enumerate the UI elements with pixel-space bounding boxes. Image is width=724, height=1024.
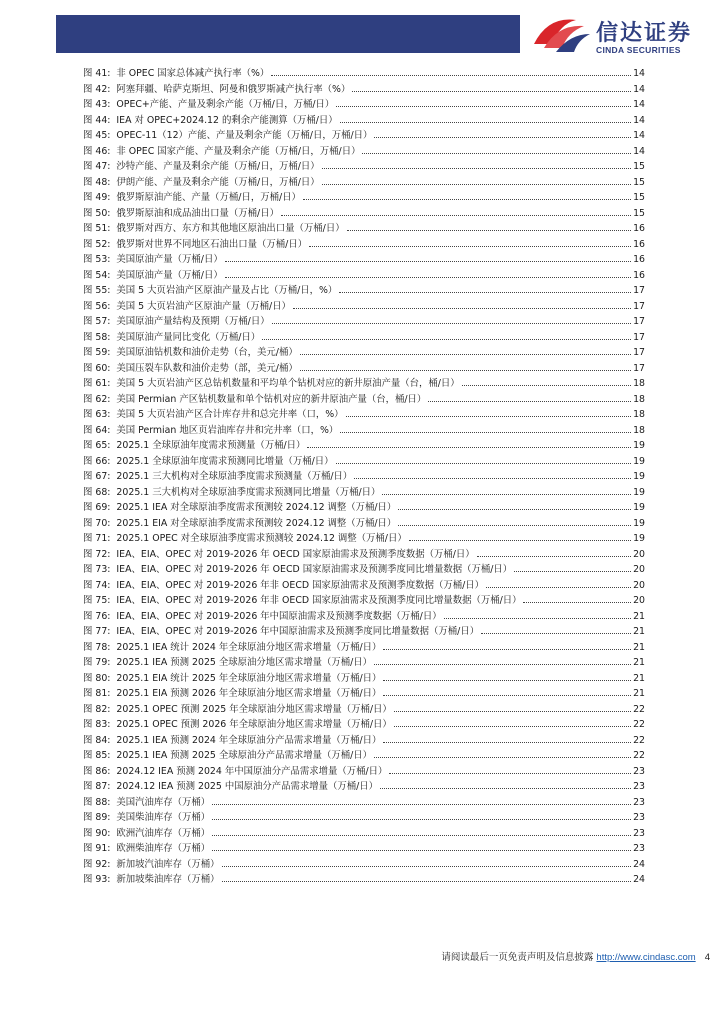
brand-name-en: CINDA SECURITIES [596, 45, 681, 55]
toc-page-number: 22 [633, 703, 645, 715]
toc-dot-leader [382, 494, 631, 495]
toc-figure-title: 美国柴油库存（万桶） [116, 812, 211, 823]
toc-figure-title: IEA、EIA、OPEC 对 2019-2026 年非 OECD 国家原油需求及预测季度同比增量数据（万桶/日） [116, 595, 522, 606]
toc-dot-leader [374, 664, 631, 665]
toc-row[interactable] [83, 82, 645, 98]
toc-figure-number: 图 53: [83, 254, 111, 265]
toc-dot-leader [409, 540, 631, 541]
toc-figure-number: 图 52: [83, 238, 111, 250]
toc-page-number: 20 [633, 548, 645, 560]
toc-dot-leader [374, 137, 631, 138]
toc-dot-leader [212, 835, 631, 836]
toc-figure-title: 美国 Permian 产区钻机数量和单个钻机对应的新井原油产量（台，桶/日） [116, 393, 427, 405]
toc-figure-title: 2025.1 EIA 预测 2026 年全球原油分地区需求增量（万桶/日） [116, 688, 382, 699]
toc-page-number: 21 [633, 657, 645, 668]
toc-dot-leader [212, 819, 631, 820]
toc-page-number: 22 [633, 734, 645, 746]
toc-figure-number: 图 43: [83, 99, 111, 110]
toc-page-number: 24 [633, 858, 645, 870]
toc-row[interactable] [83, 144, 645, 160]
toc-figure-number: 图 60: [83, 362, 111, 374]
toc-dot-leader [212, 804, 631, 805]
toc-row[interactable] [83, 516, 645, 532]
toc-dot-leader [398, 509, 631, 510]
footer-disclaimer: 请阅读最后一页免责声明及信息披露 [441, 952, 594, 963]
toc-dot-leader [523, 602, 631, 603]
toc-figure-title: IEA、EIA、OPEC 对 2019-2026 年 OECD 国家原油需求及预测季度数据（万桶/日） [116, 548, 475, 560]
toc-dot-leader [307, 447, 631, 448]
toc-page-number: 23 [633, 796, 645, 808]
toc-dot-leader [322, 168, 631, 169]
toc-figure-title: 美国 5 大页岩油产区总钻机数量和平均单个钻机对应的新井原油产量（台，桶/日） [116, 378, 460, 389]
toc-figure-number: 图 91: [83, 843, 111, 854]
toc-figure-title: 阿塞拜疆、哈萨克斯坦、阿曼和俄罗斯减产执行率（%） [116, 83, 351, 95]
toc-dot-leader [336, 463, 632, 464]
toc-page-number: 17 [633, 331, 645, 343]
toc-page-number: 19 [633, 471, 645, 482]
toc-row[interactable] [83, 857, 645, 873]
toc-figure-number: 图 82: [83, 703, 111, 715]
toc-figure-number: 图 44: [83, 114, 111, 126]
toc-dot-leader [383, 649, 631, 650]
toc-figure-title: 新加坡柴油库存（万桶） [116, 874, 220, 885]
toc-figure-title: 美国原油产量（万桶/日） [116, 269, 223, 281]
toc-row[interactable] [83, 717, 645, 733]
toc-figure-title: 2025.1 全球原油年度需求预测同比增量（万桶/日） [116, 455, 334, 467]
toc-figure-title: 2025.1 IEA 预测 2025 全球原油分产品需求增量（万桶/日） [116, 750, 373, 761]
toc-row[interactable] [83, 702, 645, 718]
toc-row[interactable] [83, 671, 645, 687]
toc-row[interactable] [83, 748, 645, 764]
toc-figure-number: 图 41: [83, 68, 111, 79]
toc-dot-leader [340, 432, 631, 433]
toc-row[interactable] [83, 500, 645, 516]
toc-figure-number: 图 66: [83, 455, 111, 467]
toc-row[interactable] [83, 237, 645, 253]
toc-page-number: 23 [633, 781, 645, 792]
toc-page-number: 14 [633, 114, 645, 126]
toc-figure-title: 2025.1 全球原油年度需求预测量（万桶/日） [116, 440, 306, 451]
toc-dot-leader [389, 773, 631, 774]
toc-figure-number: 图 85: [83, 750, 111, 761]
toc-page-number: 14 [633, 99, 645, 110]
toc-dot-leader [322, 184, 631, 185]
toc-figure-number: 图 62: [83, 393, 111, 405]
toc-figure-number: 图 71: [83, 533, 111, 544]
cinda-logo-icon [530, 14, 592, 58]
toc-row[interactable] [83, 113, 645, 129]
toc-page-number: 14 [633, 83, 645, 95]
toc-figure-title: 俄罗斯对西方、东方和其他地区原油出口量（万桶/日） [116, 223, 345, 234]
toc-figure-number: 图 73: [83, 564, 111, 575]
toc-figure-number: 图 93: [83, 874, 111, 885]
toc-row[interactable] [83, 407, 645, 423]
toc-figure-number: 图 90: [83, 827, 111, 839]
footer-url-link[interactable]: http://www.cindasc.com [596, 952, 696, 963]
toc-dot-leader [340, 122, 631, 123]
toc-row[interactable] [83, 733, 645, 749]
toc-page-number: 15 [633, 192, 645, 203]
toc-dot-leader [339, 292, 631, 293]
toc-page-number: 20 [633, 564, 645, 575]
brand-name-cn: 信达证券 [596, 21, 693, 46]
toc-row[interactable] [83, 268, 645, 284]
toc-dot-leader [380, 788, 631, 789]
toc-row[interactable] [83, 221, 645, 237]
toc-row[interactable] [83, 593, 645, 609]
toc-page-number: 21 [633, 626, 645, 637]
toc-row[interactable] [83, 485, 645, 501]
toc-dot-leader [428, 401, 631, 402]
toc-figure-number: 图 88: [83, 796, 111, 808]
toc-page-number: 23 [633, 827, 645, 839]
toc-figure-title: 美国 5 大页岩油产区原油产量（万桶/日） [116, 300, 291, 312]
toc-page-number: 21 [633, 672, 645, 684]
toc-figure-title: 2025.1 IEA 预测 2024 年全球原油分产品需求增量（万桶/日） [116, 734, 382, 746]
toc-row[interactable] [83, 423, 645, 439]
toc-page-number: 24 [633, 874, 645, 885]
toc-figure-number: 图 55: [83, 285, 111, 296]
toc-page-number: 17 [633, 347, 645, 358]
toc-figure-number: 图 50: [83, 207, 111, 219]
toc-figure-title: OPEC-11（12）产能、产量及剩余产能（万桶/日，万桶/日） [116, 130, 373, 141]
toc-figure-title: 2025.1 IEA 统计 2024 年全球原油分地区需求增量（万桶/日） [116, 641, 382, 653]
toc-figure-number: 图 47: [83, 161, 111, 172]
toc-row[interactable] [83, 810, 645, 826]
toc-figure-title: 欧洲柴油库存（万桶） [116, 843, 211, 854]
toc-figure-number: 图 64: [83, 424, 111, 436]
toc-page-number: 16 [633, 269, 645, 281]
toc-dot-leader [398, 525, 631, 526]
toc-row[interactable] [83, 206, 645, 222]
toc-row[interactable] [83, 562, 645, 578]
toc-dot-leader [444, 618, 631, 619]
toc-page-number: 17 [633, 300, 645, 312]
toc-figure-number: 图 46: [83, 145, 111, 157]
toc-figure-title: 美国 Permian 地区页岩油库存井和完井率（口，%） [116, 424, 339, 436]
toc-figure-number: 图 59: [83, 347, 111, 358]
toc-page-number: 20 [633, 579, 645, 591]
toc-row[interactable] [83, 779, 645, 795]
toc-page-number: 20 [633, 595, 645, 606]
toc-row[interactable] [83, 872, 645, 888]
toc-row[interactable] [83, 361, 645, 377]
toc-row[interactable] [83, 438, 645, 454]
toc-dot-leader [394, 726, 631, 727]
toc-page-number: 23 [633, 843, 645, 854]
toc-page-number: 19 [633, 486, 645, 498]
toc-figure-number: 图 76: [83, 610, 111, 622]
toc-row[interactable] [83, 376, 645, 392]
toc-figure-title: 2025.1 IEA 预测 2025 全球原油分地区需求增量（万桶/日） [116, 657, 373, 668]
figure-list [83, 66, 645, 888]
toc-row[interactable] [83, 345, 645, 361]
toc-dot-leader [272, 323, 631, 324]
toc-row[interactable] [83, 299, 645, 315]
toc-figure-title: 非 OPEC 国家总体减产执行率（%） [116, 68, 270, 79]
toc-page-number: 21 [633, 641, 645, 653]
toc-row[interactable] [83, 578, 645, 594]
toc-page-number: 23 [633, 765, 645, 777]
toc-figure-number: 图 77: [83, 626, 111, 637]
toc-page-number: 17 [633, 362, 645, 374]
toc-page-number: 19 [633, 440, 645, 451]
toc-dot-leader [383, 742, 631, 743]
toc-figure-number: 图 56: [83, 300, 111, 312]
toc-figure-title: 欧洲汽油库存（万桶） [116, 827, 211, 839]
toc-dot-leader [303, 199, 631, 200]
toc-dot-leader [281, 215, 631, 216]
toc-row[interactable] [83, 547, 645, 563]
toc-page-number: 18 [633, 424, 645, 436]
toc-figure-number: 图 63: [83, 409, 111, 420]
toc-figure-title: 美国 5 大页岩油产区原油产量及占比（万桶/日，%） [116, 285, 338, 296]
toc-page-number: 17 [633, 316, 645, 327]
toc-figure-title: IEA、EIA、OPEC 对 2019-2026 年中国原油需求及预测季度同比增量数据（万桶/日） [116, 626, 480, 637]
toc-row[interactable] [83, 841, 645, 857]
toc-row[interactable] [83, 392, 645, 408]
toc-figure-number: 图 45: [83, 130, 111, 141]
toc-figure-title: 俄罗斯对世界不同地区石油出口量（万桶/日） [116, 238, 308, 250]
toc-row[interactable] [83, 609, 645, 625]
toc-page-number: 14 [633, 130, 645, 141]
toc-dot-leader [212, 850, 631, 851]
toc-row[interactable] [83, 640, 645, 656]
toc-row[interactable] [83, 686, 645, 702]
toc-figure-title: 伊朗产能、产量及剩余产能（万桶/日，万桶/日） [116, 176, 320, 188]
toc-dot-leader [271, 75, 631, 76]
toc-figure-number: 图 68: [83, 486, 111, 498]
toc-figure-number: 图 65: [83, 440, 111, 451]
toc-page-number: 19 [633, 455, 645, 467]
toc-dot-leader [309, 246, 631, 247]
toc-figure-number: 图 67: [83, 471, 111, 482]
toc-figure-title: 美国压裂车队数和油价走势（部，美元/桶） [116, 362, 298, 374]
toc-dot-leader [477, 556, 631, 557]
toc-figure-title: 2025.1 三大机构对全球原油季度需求预测同比增量（万桶/日） [116, 486, 381, 498]
toc-dot-leader [336, 106, 631, 107]
toc-page-number: 23 [633, 812, 645, 823]
toc-figure-number: 图 92: [83, 858, 111, 870]
toc-page-number: 16 [633, 254, 645, 265]
toc-row[interactable] [83, 795, 645, 811]
toc-figure-number: 图 89: [83, 812, 111, 823]
toc-figure-title: 2025.1 三大机构对全球原油季度需求预测量（万桶/日） [116, 471, 353, 482]
toc-row[interactable] [83, 175, 645, 191]
toc-page-number: 14 [633, 68, 645, 79]
toc-row[interactable] [83, 469, 645, 485]
toc-figure-title: 俄罗斯原油和成品油出口量（万桶/日） [116, 207, 279, 219]
toc-row[interactable] [83, 531, 645, 547]
toc-dot-leader [383, 695, 631, 696]
toc-figure-title: 2025.1 EIA 对全球原油季度需求预测较 2024.12 调整（万桶/日） [116, 517, 397, 529]
toc-figure-number: 图 61: [83, 378, 111, 389]
toc-figure-number: 图 78: [83, 641, 111, 653]
toc-page-number: 18 [633, 378, 645, 389]
toc-row[interactable] [83, 97, 645, 113]
toc-figure-number: 图 49: [83, 192, 111, 203]
toc-figure-number: 图 79: [83, 657, 111, 668]
toc-row[interactable] [83, 454, 645, 470]
toc-figure-number: 图 75: [83, 595, 111, 606]
toc-figure-number: 图 72: [83, 548, 111, 560]
toc-figure-title: IEA、EIA、OPEC 对 2019-2026 年非 OECD 国家原油需求及预测季度数据（万桶/日） [116, 579, 484, 591]
toc-figure-title: 美国 5 大页岩油产区合计库存井和总完井率（口，%） [116, 409, 344, 420]
toc-figure-number: 图 81: [83, 688, 111, 699]
toc-dot-leader [481, 633, 631, 634]
toc-figure-title: 2025.1 OPEC 预测 2025 年全球原油分地区需求增量（万桶/日） [116, 703, 392, 715]
toc-figure-number: 图 86: [83, 765, 111, 777]
toc-figure-title: 非 OPEC 国家产能、产量及剩余产能（万桶/日，万桶/日） [116, 145, 361, 157]
toc-row[interactable] [83, 330, 645, 346]
toc-figure-title: IEA 对 OPEC+2024.12 的剩余产能测算（万桶/日） [116, 114, 338, 126]
toc-page-number: 14 [633, 145, 645, 157]
toc-dot-leader [222, 866, 631, 867]
toc-figure-title: IEA、EIA、OPEC 对 2019-2026 年中国原油需求及预测季度数据（万桶/日） [116, 610, 442, 622]
toc-figure-number: 图 70: [83, 517, 111, 529]
toc-page-number: 18 [633, 393, 645, 405]
toc-figure-title: 2025.1 IEA 对全球原油季度需求预测较 2024.12 调整（万桶/日） [116, 502, 397, 513]
toc-page-number: 18 [633, 409, 645, 420]
toc-page-number: 19 [633, 533, 645, 544]
toc-dot-leader [462, 385, 631, 386]
toc-figure-number: 图 74: [83, 579, 111, 591]
toc-dot-leader [300, 354, 631, 355]
toc-row[interactable] [83, 314, 645, 330]
toc-dot-leader [222, 881, 631, 882]
page-number: 4 [704, 952, 710, 963]
toc-dot-leader [354, 478, 631, 479]
toc-page-number: 16 [633, 238, 645, 250]
toc-figure-number: 图 58: [83, 331, 111, 343]
toc-figure-title: 2025.1 EIA 统计 2025 年全球原油分地区需求增量（万桶/日） [116, 672, 382, 684]
toc-page-number: 15 [633, 176, 645, 188]
toc-figure-number: 图 42: [83, 83, 111, 95]
toc-figure-number: 图 57: [83, 316, 111, 327]
toc-figure-title: 2025.1 OPEC 预测 2026 年全球原油分地区需求增量（万桶/日） [116, 719, 392, 730]
toc-dot-leader [383, 680, 631, 681]
toc-page-number: 22 [633, 719, 645, 730]
toc-row[interactable] [83, 283, 645, 299]
toc-figure-title: IEA、EIA、OPEC 对 2019-2026 年 OECD 国家原油需求及预测季度同比增量数据（万桶/日） [116, 564, 513, 575]
toc-row[interactable] [83, 190, 645, 206]
toc-dot-leader [262, 339, 631, 340]
toc-figure-title: 新加坡汽油库存（万桶） [116, 858, 220, 870]
toc-page-number: 19 [633, 517, 645, 529]
toc-dot-leader [225, 261, 631, 262]
toc-figure-number: 图 48: [83, 176, 111, 188]
toc-dot-leader [362, 153, 631, 154]
toc-dot-leader [486, 587, 631, 588]
toc-figure-title: 2024.12 IEA 预测 2025 中国原油分产品需求增量（万桶/日） [116, 781, 378, 792]
toc-page-number: 21 [633, 610, 645, 622]
toc-figure-title: 俄罗斯原油产能、产量（万桶/日，万桶/日） [116, 192, 301, 203]
toc-figure-number: 图 80: [83, 672, 111, 684]
toc-dot-leader [225, 277, 631, 278]
toc-page-number: 19 [633, 502, 645, 513]
toc-figure-number: 图 84: [83, 734, 111, 746]
toc-figure-title: 沙特产能、产量及剩余产能（万桶/日，万桶/日） [116, 161, 320, 172]
toc-figure-number: 图 83: [83, 719, 111, 730]
toc-row[interactable] [83, 128, 645, 144]
toc-row[interactable] [83, 826, 645, 842]
toc-figure-title: OPEC+产能、产量及剩余产能（万桶/日，万桶/日） [116, 99, 335, 110]
toc-page-number: 22 [633, 750, 645, 761]
toc-page-number: 21 [633, 688, 645, 699]
toc-figure-title: 美国原油钻机数和油价走势（台，美元/桶） [116, 347, 298, 358]
toc-dot-leader [347, 230, 631, 231]
toc-row[interactable] [83, 159, 645, 175]
toc-row[interactable] [83, 66, 645, 82]
footer [441, 949, 710, 963]
toc-figure-title: 2024.12 IEA 预测 2024 年中国原油分产品需求增量（万桶/日） [116, 765, 388, 777]
toc-figure-number: 图 51: [83, 223, 111, 234]
toc-figure-title: 美国原油产量结构及预期（万桶/日） [116, 316, 270, 327]
toc-dot-leader [374, 757, 631, 758]
toc-figure-title: 美国汽油库存（万桶） [116, 796, 211, 808]
toc-page-number: 16 [633, 223, 645, 234]
toc-figure-title: 美国原油产量（万桶/日） [116, 254, 223, 265]
toc-dot-leader [300, 370, 631, 371]
toc-dot-leader [394, 711, 631, 712]
toc-dot-leader [514, 571, 631, 572]
toc-figure-title: 美国原油产量同比变化（万桶/日） [116, 331, 261, 343]
toc-dot-leader [352, 91, 631, 92]
toc-row[interactable] [83, 252, 645, 268]
toc-figure-number: 图 54: [83, 269, 111, 281]
toc-page-number: 17 [633, 285, 645, 296]
toc-row[interactable] [83, 655, 645, 671]
toc-row[interactable] [83, 764, 645, 780]
toc-dot-leader [293, 308, 631, 309]
header-bar [56, 15, 520, 53]
toc-figure-number: 图 87: [83, 781, 111, 792]
toc-dot-leader [346, 416, 631, 417]
cinda-logo [530, 12, 706, 60]
toc-figure-number: 图 69: [83, 502, 111, 513]
toc-row[interactable] [83, 624, 645, 640]
toc-figure-title: 2025.1 OPEC 对全球原油季度需求预测较 2024.12 调整（万桶/日） [116, 533, 407, 544]
toc-page-number: 15 [633, 207, 645, 219]
toc-page-number: 15 [633, 161, 645, 172]
